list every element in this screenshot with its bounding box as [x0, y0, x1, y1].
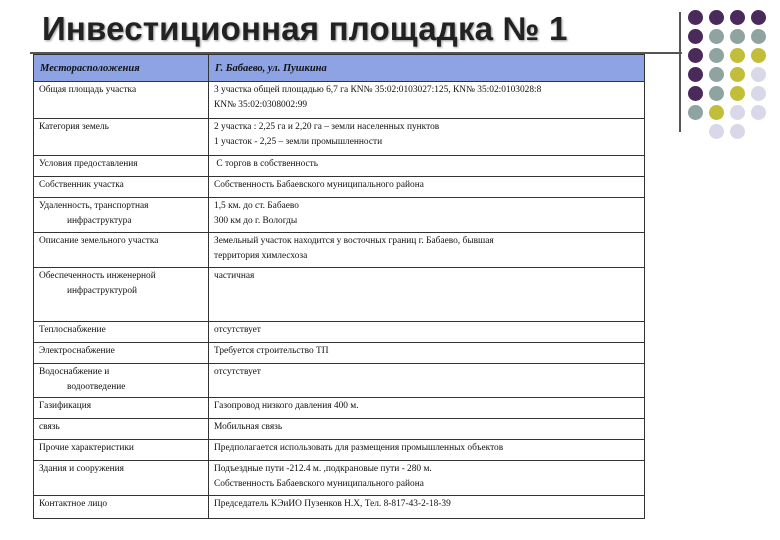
row-label	[34, 419, 209, 440]
row-label	[34, 343, 209, 364]
row-label	[34, 233, 209, 268]
decorative-dot	[751, 105, 766, 120]
row-label-line: Условия предоставления	[39, 159, 138, 169]
row-value	[209, 461, 645, 496]
row-value-line: территория химлесхоза	[214, 251, 308, 261]
decorative-dot	[709, 67, 724, 82]
row-value-line: частичная	[214, 271, 255, 281]
header-location-value: Г. Бабаево, ул. Пушкина	[209, 55, 645, 82]
decorative-dot	[688, 86, 703, 101]
row-value-line: Подъездные пути -212.4 м. ,подкрановые пути - 280 м.	[214, 464, 432, 474]
row-value	[209, 364, 645, 398]
decorative-dot	[751, 86, 766, 101]
row-value	[209, 177, 645, 198]
row-label	[34, 496, 209, 519]
row-value-line: Председатель КЭиИО Пузенков Н.Х, Тел. 8-817-43-2-18-39	[214, 499, 451, 509]
row-value-line: С торгов в собственность	[214, 159, 319, 169]
row-label	[34, 364, 209, 398]
row-value-line: Требуется строительство ТП	[214, 346, 329, 356]
decorative-dot	[709, 105, 724, 120]
decorative-dot	[730, 67, 745, 82]
row-value-line: 2 участка : 2,25 га и 2,20 га – земли населенных пунктов	[214, 122, 440, 132]
row-value-line: Собственность Бабаевского муниципального района	[214, 180, 424, 190]
decorative-dot	[688, 29, 703, 44]
row-label-line: Описание земельного участка	[39, 236, 159, 246]
row-label-line: Электроснабжение	[39, 346, 115, 356]
row-value-line: отсутствует	[214, 367, 261, 377]
table-row	[34, 440, 645, 461]
decorative-dot	[688, 105, 703, 120]
decorative-dot	[688, 10, 703, 25]
row-value-line: 300 км до г. Вологды	[214, 216, 298, 226]
table-row	[34, 419, 645, 440]
page-title: Инвестиционная площадка № 1	[42, 10, 568, 47]
row-label	[34, 268, 209, 322]
decorative-dot	[730, 29, 745, 44]
row-label-line: Газификация	[39, 401, 92, 411]
table-row	[34, 343, 645, 364]
decorative-dot	[730, 86, 745, 101]
table-row	[34, 322, 645, 343]
decorative-dot	[751, 10, 766, 25]
row-value-line: отсутствует	[214, 325, 261, 335]
row-label-line: Прочие характеристики	[39, 443, 134, 453]
decorative-dot	[709, 86, 724, 101]
row-label	[34, 198, 209, 233]
decorative-dot	[751, 67, 766, 82]
decorative-dot	[688, 48, 703, 63]
row-label-line: Общая площадь участка	[39, 85, 137, 95]
decorative-dot	[709, 10, 724, 25]
row-label-line: Теплоснабжение	[39, 325, 106, 335]
row-label-line: связь	[39, 422, 60, 432]
row-label-line: инфраструктура	[67, 216, 132, 226]
row-label-line: Здания и сооружения	[39, 464, 124, 474]
decorative-dot	[688, 67, 703, 82]
row-value	[209, 419, 645, 440]
row-value-line: 1 участок - 2,25 – земли промышленности	[214, 137, 383, 147]
row-value	[209, 156, 645, 177]
row-label	[34, 82, 209, 119]
row-value	[209, 343, 645, 364]
row-value-line: Газопровод низкого давления 400 м.	[214, 401, 359, 411]
row-value	[209, 82, 645, 119]
vertical-divider	[679, 12, 681, 132]
table-body	[34, 82, 645, 519]
row-value	[209, 198, 645, 233]
row-value	[209, 440, 645, 461]
row-value-line: 1,5 км. до ст. Бабаево	[214, 201, 299, 211]
decorative-dot	[709, 124, 724, 139]
decorative-dot	[730, 124, 745, 139]
row-label-line: Контактное лицо	[39, 499, 108, 509]
row-label-line: Удаленность, транспортная	[39, 201, 149, 211]
row-value-line: 3 участка общей площадью 6,7 га КN№ 35:02:0103027:125, КN№ 35:02:0103028:8	[214, 85, 542, 95]
row-label-line: водоотведение	[67, 382, 126, 392]
table-row	[34, 156, 645, 177]
row-value	[209, 398, 645, 419]
row-value	[209, 119, 645, 156]
row-value-line: Предполагается использовать для размещения промышленных объектов	[214, 443, 504, 453]
header-location-label: Месторасположения	[34, 55, 209, 82]
decorative-dot	[709, 29, 724, 44]
row-label	[34, 177, 209, 198]
table-row	[34, 233, 645, 268]
site-info-table	[33, 54, 645, 519]
table-row	[34, 461, 645, 496]
row-label-line: Собственник участка	[39, 180, 124, 190]
row-value	[209, 233, 645, 268]
row-label	[34, 156, 209, 177]
table-row	[34, 364, 645, 398]
decorative-dot-grid	[686, 8, 778, 144]
row-value	[209, 322, 645, 343]
row-label	[34, 440, 209, 461]
row-label	[34, 119, 209, 156]
table-row	[34, 268, 645, 322]
row-value	[209, 268, 645, 322]
row-label-line: инфраструктурой	[67, 286, 138, 296]
row-value-line: Мобильная связь	[214, 422, 283, 432]
table-header-row	[34, 55, 645, 82]
row-label	[34, 461, 209, 496]
table-row	[34, 198, 645, 233]
row-label-line: Водоснабжение и	[39, 367, 110, 377]
table-row	[34, 496, 645, 519]
row-label-line: Категория земель	[39, 122, 109, 132]
row-value	[209, 496, 645, 519]
decorative-dot	[730, 48, 745, 63]
table-row	[34, 119, 645, 156]
decorative-dot	[709, 48, 724, 63]
decorative-dot	[751, 29, 766, 44]
decorative-dot	[730, 105, 745, 120]
table-row	[34, 398, 645, 419]
table-row	[34, 82, 645, 119]
row-label	[34, 398, 209, 419]
decorative-dot	[751, 48, 766, 63]
table-row	[34, 177, 645, 198]
row-label-line: Обеспеченность инженерной	[39, 271, 156, 281]
row-value-line: Земельный участок находится у восточных границ г. Бабаево, бывшая	[214, 236, 494, 246]
decorative-dot	[730, 10, 745, 25]
row-label	[34, 322, 209, 343]
row-value-line: КN№ 35:02:0308002:99	[214, 100, 308, 110]
row-value-line: Собственность Бабаевского муниципального района	[214, 479, 424, 489]
